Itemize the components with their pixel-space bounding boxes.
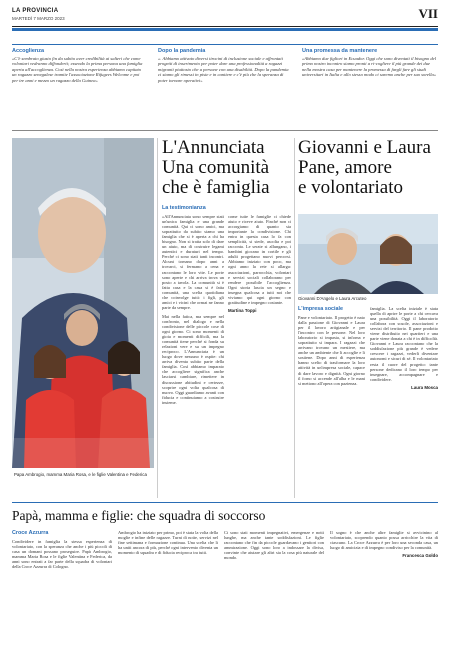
giovanni-laura-photo	[298, 214, 438, 294]
quotes-top-rule	[12, 44, 438, 45]
article-signature: Laura Mosca	[411, 384, 438, 390]
quote-box-2	[158, 48, 290, 83]
article-text: famiglia. La scelta iniziale è stata quella di aprire le porte a chi cercava una possibilità. Oggi il laboratorio collabora con scuole, associazioni e servizi del territorio. Il pane prodotto viene distribuito nei quartieri e una parte viene donata a chi è in difficoltà. Giovanni e Laura raccontano che la soddisfazione più grande è vedere crescere i ragazzi, vederli diventare autonomi e sicuri di sé. Il volontariato resta il cuore del progetto: tante persone dedicano il loro tempo per insegnare, accompagnare e condividere.	[370, 306, 438, 382]
giovanni-laura-column-1	[298, 315, 365, 497]
giovanni-laura-caption: Giovanni D'Angelo e Laura Arcuteo	[298, 296, 367, 301]
annunciata-column-2-top	[228, 138, 291, 188]
page-number: VII	[418, 6, 438, 21]
article-text: Il sogno è che anche altre famiglie si avvicinino al volontariato, scoprendo quanto possa arricchire la vita di ciascuno. La Croce Azzurra è per loro una seconda casa, un luogo di amicizia e di impegno condiviso per la comunità.	[330, 530, 438, 551]
header-accent-bar	[12, 28, 438, 31]
annunciata-column-2	[228, 214, 291, 496]
article-text: Mai nella fatica, ma sempre nel confronto, nel dialogo e nella condivisione delle piccole cose di ogni giorno. Ci sono momenti di gioia e momenti difficili, ma la comunità tiene perché si fonda su relazioni vere e su un impegno reciproco. L'Annunciata è un luogo dove nessuno è ospite: chi arriva diventa subito parte della famiglia. Così abbiamo imparato che accogliere significa anche lasciarsi cambiare, rimettere in discussione abitudini e certezze, scoprire ogni volta qualcosa di nuovo. Oggi guardiamo avanti con fiducia e continuiamo a costruire insieme.	[162, 313, 224, 405]
headline-line: Giovanni e Laura	[298, 137, 431, 158]
quote-title: Dopo la pandemia	[158, 48, 206, 54]
article-text: Pane e volontariato. Il progetto è nato dalla passione di Giovanni e Laura per il lavoro artigianale e per l'incontro con le persone. Nel loro laboratorio si impasta, si inforna e soprattutto si impara. I ragazzi che arrivano trovano un mestiere, ma anche un ambiente che li accoglie e li sostiene. Dopo anni di esperienza hanno scelto di trasformare la loro attività in un'impresa sociale, capace di dare lavoro e dignità. Ogni giorno il forno si accende all'alba e le mani si mettono all'opera con pazienza.	[298, 315, 365, 386]
croce-azzurra-column-2	[118, 530, 218, 651]
newspaper-name: LA PROVINCIA	[12, 8, 59, 14]
giovanni-laura-kicker: L'impresa sociale	[298, 306, 344, 312]
family-photo-caption: Papa Ambrogio, mamma Maria Rosa, e le figlie Valentina e Federica	[14, 472, 147, 477]
article-text: Ambrogio ha iniziato per primo, poi è stata la volta della moglie e infine delle ragazze. Turni di notte, servizi nel fine settimana e formazione continua. Una scelta che li ha uniti ancora di più, perché ogni intervento diventa un momento di squadra e di fiducia reciproca tra tutti.	[118, 530, 218, 556]
article-signature: Martina Toppi	[228, 307, 257, 313]
quote-title: Una promessa da mantenere	[302, 48, 378, 54]
croce-azzurra-column-3	[224, 530, 324, 651]
article-signature: Francesca Goldo	[402, 553, 438, 559]
giovanni-laura-image	[298, 214, 438, 294]
annunciata-column-1	[162, 214, 224, 496]
article-text: Condividere in famiglia la stessa esperienza di volontariato, con la speranza che anche i più piccoli di casa un domani possano proseguire. Papà Ambrogio, mamma Maria Rosa e le figlie Valentina e Federica, da anni sono entrati a far parte della squadra di volontari della Croce Azzurra di Cologno.	[12, 539, 112, 570]
quote-text: «. Abbiamo attivato diversi tirocini di inclusione sociale e affrontati progetti di inserimento per poter dare una professionalità a ragazzi migranti piuttosto che a persone con una disabilità. Dopo la pandemia ci siamo gli rimessi in piste e in cantiere e c'è più che la speranza di poter tornare operativi»	[158, 56, 289, 83]
headline-line: e volontariato	[298, 177, 403, 198]
croce-azzurra-column-1	[12, 539, 112, 651]
croce-azzurra-headline: Papà, mamma e figlie: che squadra di soccorso	[12, 508, 266, 523]
giovanni-laura-column-2	[370, 306, 438, 497]
giovanni-laura-headline	[298, 138, 438, 198]
article-text: «All'Annunciata sono sempre stati un'unica famiglia e una grande comunità. Qui ci sono amici, ma soprattutto da subito siamo una famiglia che si è aperta a chi ha bisogno. Non si tratta solo di dare un aiuto, ma di costruire legami autentici e duraturi nel tempo. Perché ci sono stati tanti incontri. Alcuni tornano dopo anni a trovarci, si fermano a cena e raccontano le loro vite. Le porte sono aperte e chi arriva trova un posto a tavola. La comunità si è fatta casa e la casa si è fatta comunità, una scelta quotidiana che coinvolge tutti: i figli, gli amici e i vicini che ormai ne fanno parte da sempre.	[162, 214, 224, 310]
headline-line: Pane, amore	[298, 157, 392, 178]
croce-azzurra-column-4	[330, 530, 438, 651]
column-divider	[157, 138, 158, 498]
headline-line: che è famiglia	[162, 177, 270, 198]
quote-box-1	[12, 48, 144, 83]
issue-date: MARTEDÌ 7 MARZO 2023	[12, 16, 65, 21]
quote-title: Accoglienza	[12, 48, 45, 54]
family-photo	[12, 138, 154, 468]
quote-text: «Abbiamo due figliori in Ecuador. Oggi che sono diventati il bisogno del primo nostro incontro siamo pronti a ri-cogliere il più grande dei due nella mostra casa per mantenere la promessa di fargli fare gli studi universitari in Italia e allo stesso modo ci saremo anche per suo sorella»	[302, 56, 437, 78]
article-text: Ci sono stati momenti impegnativi, emergenze e notti lunghe, ma anche tante soddisfazioni. Le figlie raccontano che fin da piccole guardavano i genitori con ammirazione. Oggi sono loro a indossare la divisa, convinte che aiutare gli altri sia la cosa più naturale del mondo.	[224, 530, 324, 561]
family-photo-image	[12, 138, 154, 468]
croce-azzurra-kicker: Croce Azzurra	[12, 530, 49, 536]
quote-box-3	[302, 48, 438, 78]
bottom-section-rule	[12, 502, 438, 503]
article-text: come tutte le famiglie ci chiede aiuto e riceve aiuto. Finché non ci accorgiamo di quanto sia importante la condivisione. Chi entra in questa casa lo fa con semplicità, si siede, ascolta e poi racconta. Le serate si allungano, i bambini giocano in cortile e gli adulti progettano nuovi percorsi. Abbiamo iniziato con poco, ma ogni anno la rete si allarga: associazioni, parrocchia, volontari e servizi sociali collaborano per rendere possibile l'accoglienza. Ogni storia lascia un segno e insegna qualcosa a tutti noi che viviamo qui ogni giorno con gratitudine e impegno costante.	[228, 214, 291, 305]
headline-line: L'Annunciata	[162, 137, 265, 158]
annunciata-kicker: La testimonianza	[162, 205, 206, 211]
masthead	[12, 6, 438, 27]
headline-line: Una comunità	[162, 157, 270, 178]
quote-text: «C'è sembrato giusto fin da subito aver credibilità ai salteri che come volontari vedranno diffonderti; essendo la prima persona una famiglia aperta all'accoglienza. Così nella nostra esperienza abbiamo capitato un ragazzo senegalese tramite l'associazione Rifugees Welcome e poi per tre anni e mezzo un ragazzo della Guinea»	[12, 56, 143, 83]
column-divider	[294, 138, 295, 498]
section-rule	[12, 130, 438, 131]
